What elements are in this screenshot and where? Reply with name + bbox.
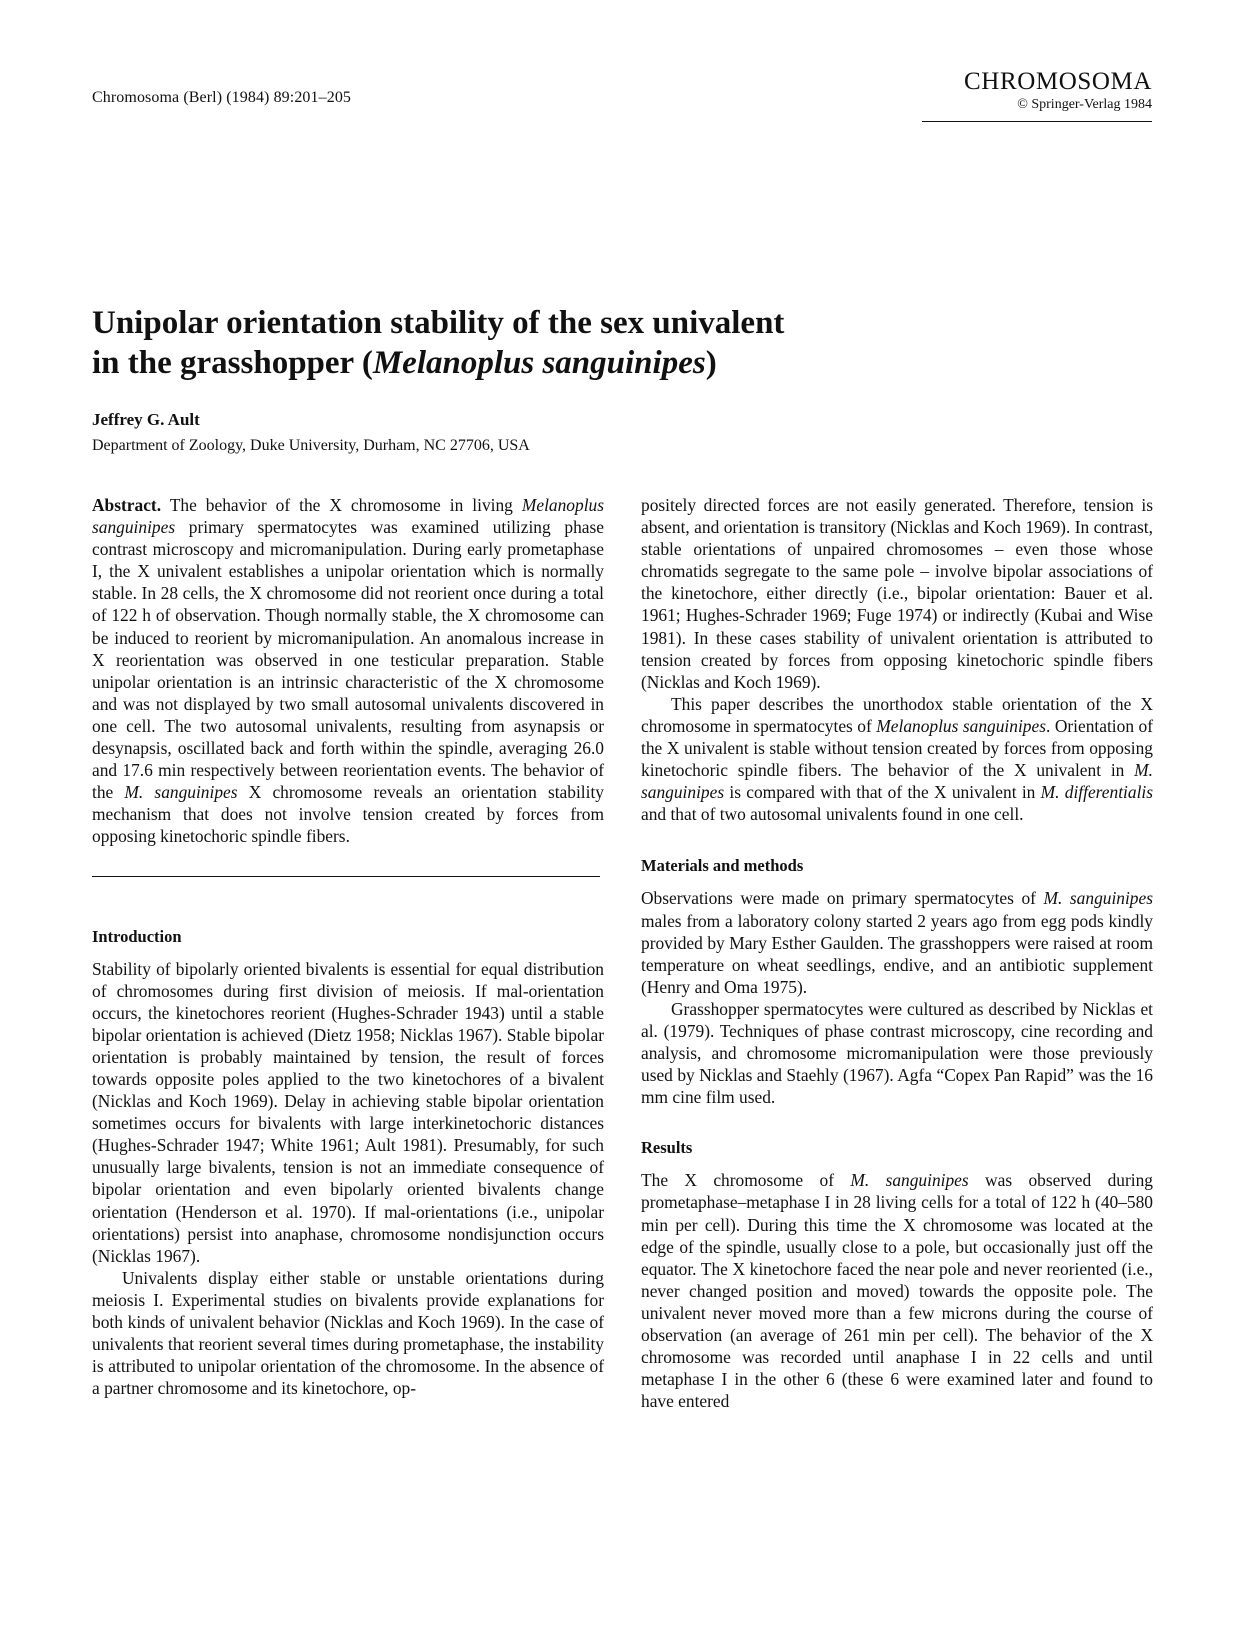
author-affiliation: Department of Zoology, Duke University, Durham, NC 27706, USA [92, 437, 530, 454]
introduction-paragraph-3: positely directed forces are not easily generated. Therefore, tension is absent, and orientation is transitory (Nicklas and Koch 1969). In contrast, stable orientations of unpaired chromosomes – even those whose chromatids segregate to the same pole – involve bipolar associations of the kinetochore, either directly (i.e., bipolar orientation: Bauer et al. 1961; Hughes-Schrader 1969; Fuge 1974) or indirectly (Kubai and Wise 1981). In these cases stability of univalent orientation is attributed to tension created by forces from opposing kinetochoric spindle fibers (Nicklas and Koch 1969). [641, 495, 1153, 692]
right-column [641, 494, 1153, 1412]
author-name: Jeffrey G. Ault [92, 410, 200, 429]
intro-p4-species: Melanoplus sanguinipes [876, 715, 1046, 736]
title-line-2-suffix: ) [705, 345, 717, 381]
abstract-species: Melanoplus sanguinipes [92, 495, 604, 538]
left-column [92, 494, 604, 1399]
journal-brand [922, 68, 1152, 122]
abstract-text-3: X chromosome reveals an orientation stability mechanism that does not involve tension created by forces from opposing kinetochoric spindle fibers. [92, 782, 604, 847]
title-line-1: Unipolar orientation stability of the sex univalent [92, 305, 785, 341]
abstract-text-1: The behavior of the X chromosome in living [161, 495, 522, 515]
methods-heading: Materials and methods [641, 856, 804, 876]
introduction-paragraph-1: Stability of bipolarly oriented bivalents is essential for equal distribution of chromosomes during first division of meiosis. If mal-orientation occurs, the kinetochores reorient (Hughes-Schrader 1943) until a stable bipolar orientation is achieved (Dietz 1958; Nicklas 1967). Stable bipolar orientation is probably maintained by tension, the result of forces towards opposite poles applied to the two kinetochores of a bivalent (Nicklas and Koch 1969). Delay in achieving stable bipolar orientation sometimes occurs for bivalents with large interkinetochoric distances (Hughes-Schrader 1947; White 1961; Ault 1981). Presumably, for such unusually large bivalents, tension is not an immediate consequence of bipolar orientation and even bipolarly oriented bivalents change orientation (Henderson et al. 1970). If mal-orientations (i.e., unipolar orientations) persist into anaphase, chromosome nondisjunction occurs (Nicklas 1967). [92, 958, 604, 1266]
title-line-2-prefix: in the grasshopper ( [92, 345, 373, 381]
intro-p4-species-3: M. differentialis [1040, 782, 1153, 803]
introduction-paragraph-4 [641, 693, 1153, 826]
results-p1-text-2: was observed during prometaphase–metaphase I in 28 living cells for a total of 122 h (40–580 min per cell). During this time the X chromosome was located at the edge of the spindle, usually close to a pole, but occasionally just off the equator. The X kinetochore faced the near pole and never reoriented (i.e., never changed position and moved) towards the opposite pole. The univalent never moved more than a few microns during the course of observation (an average of 261 min per cell). The behavior of the X chromosome was recorded until anaphase I in 22 cells and until metaphase I in the other 6 (these 6 were examined later and found to have entered [641, 1170, 1153, 1412]
abstract-label: Abstract. [92, 495, 162, 515]
journal-name: CHROMOSOMA [964, 68, 1152, 95]
intro-p4-text-2: . Orientation of the X univalent is stable without tension created by forces from opposing kinetochoric spindle fibers. The behavior of the X univalent in [641, 715, 1153, 781]
copyright-notice: © Springer-Verlag 1984 [1017, 97, 1152, 112]
abstract-species-short: M. sanguinipes [124, 782, 238, 803]
intro-p4-text-4: and that of two autosomal univalents found in one cell. [641, 804, 1024, 825]
intro-p4-text-3: is compared with that of the X univalent in [724, 782, 1041, 803]
results-p1-text-1: The X chromosome of [641, 1170, 851, 1191]
methods-p1-text-1: Observations were made on primary spermatocytes of [641, 888, 1044, 909]
abstract-text-2: primary spermatocytes was examined utilizing phase contrast microscopy and micromanipulation. During early prometaphase I, the X univalent establishes a unipolar orientation which is normally stable. In 28 cells, the X chromosome did not reorient once during a total of 122 h of observation. Though normally stable, the X chromosome can be induced to reorient by micromanipulation. An anomalous increase in X reorientation was observed in one testicular preparation. Stable unipolar orientation is an intrinsic characteristic of the X chromosome and was not displayed by two small autosomal univalents discovered in one cell. The two autosomal univalents, resulting from asynapsis or desynapsis, oscillated back and forth within the spindle, averaging 26.0 and 17.6 min respectively between reorientation events. The behavior of the [92, 517, 604, 803]
results-paragraph-1 [641, 1169, 1153, 1412]
results-heading: Results [641, 1138, 693, 1158]
article-title [92, 303, 992, 383]
intro-p4-species-2: M. sanguinipes [641, 760, 1153, 803]
methods-paragraph-2: Grasshopper spermatocytes were cultured as described by Nicklas et al. (1979). Techniques of phase contrast microscopy, cine recording and analysis, and chromosome micromanipulation were those previously used by Nicklas and Staehly (1967). Agfa “Copex Pan Rapid” was the 16 mm cine film used. [641, 998, 1153, 1108]
title-species: Melanoplus sanguinipes [372, 345, 706, 381]
journal-citation: Chromosoma (Berl) (1984) 89:201–205 [92, 89, 352, 106]
intro-p4-text-1: This paper describes the unorthodox stable orientation of the X chromosome in spermatocytes of [641, 693, 1153, 736]
methods-paragraph-1 [641, 887, 1153, 997]
abstract-paragraph [92, 494, 604, 848]
methods-p1-text-2: males from a laboratory colony started 2 years ago from egg pods kindly provided by Mary Esther Gaulden. The grasshoppers were raised at room temperature on wheat seedlings, endive, and an antibiotic supplement (Henry and Oma 1975). [641, 910, 1153, 997]
introduction-paragraph-2: Univalents display either stable or unstable orientations during meiosis I. Experimental studies on bivalents provide explanations for both kinds of univalent behavior (Nicklas and Koch 1969). In the case of univalents that reorient several times during prometaphase, the instability is attributed to unipolar orientation of the chromosome. In the absence of a partner chromosome and its kinetochore, op- [92, 1267, 604, 1399]
introduction-heading: Introduction [92, 926, 182, 946]
methods-p1-species: M. sanguinipes [1043, 888, 1153, 909]
results-p1-species: M. sanguinipes [850, 1170, 969, 1191]
